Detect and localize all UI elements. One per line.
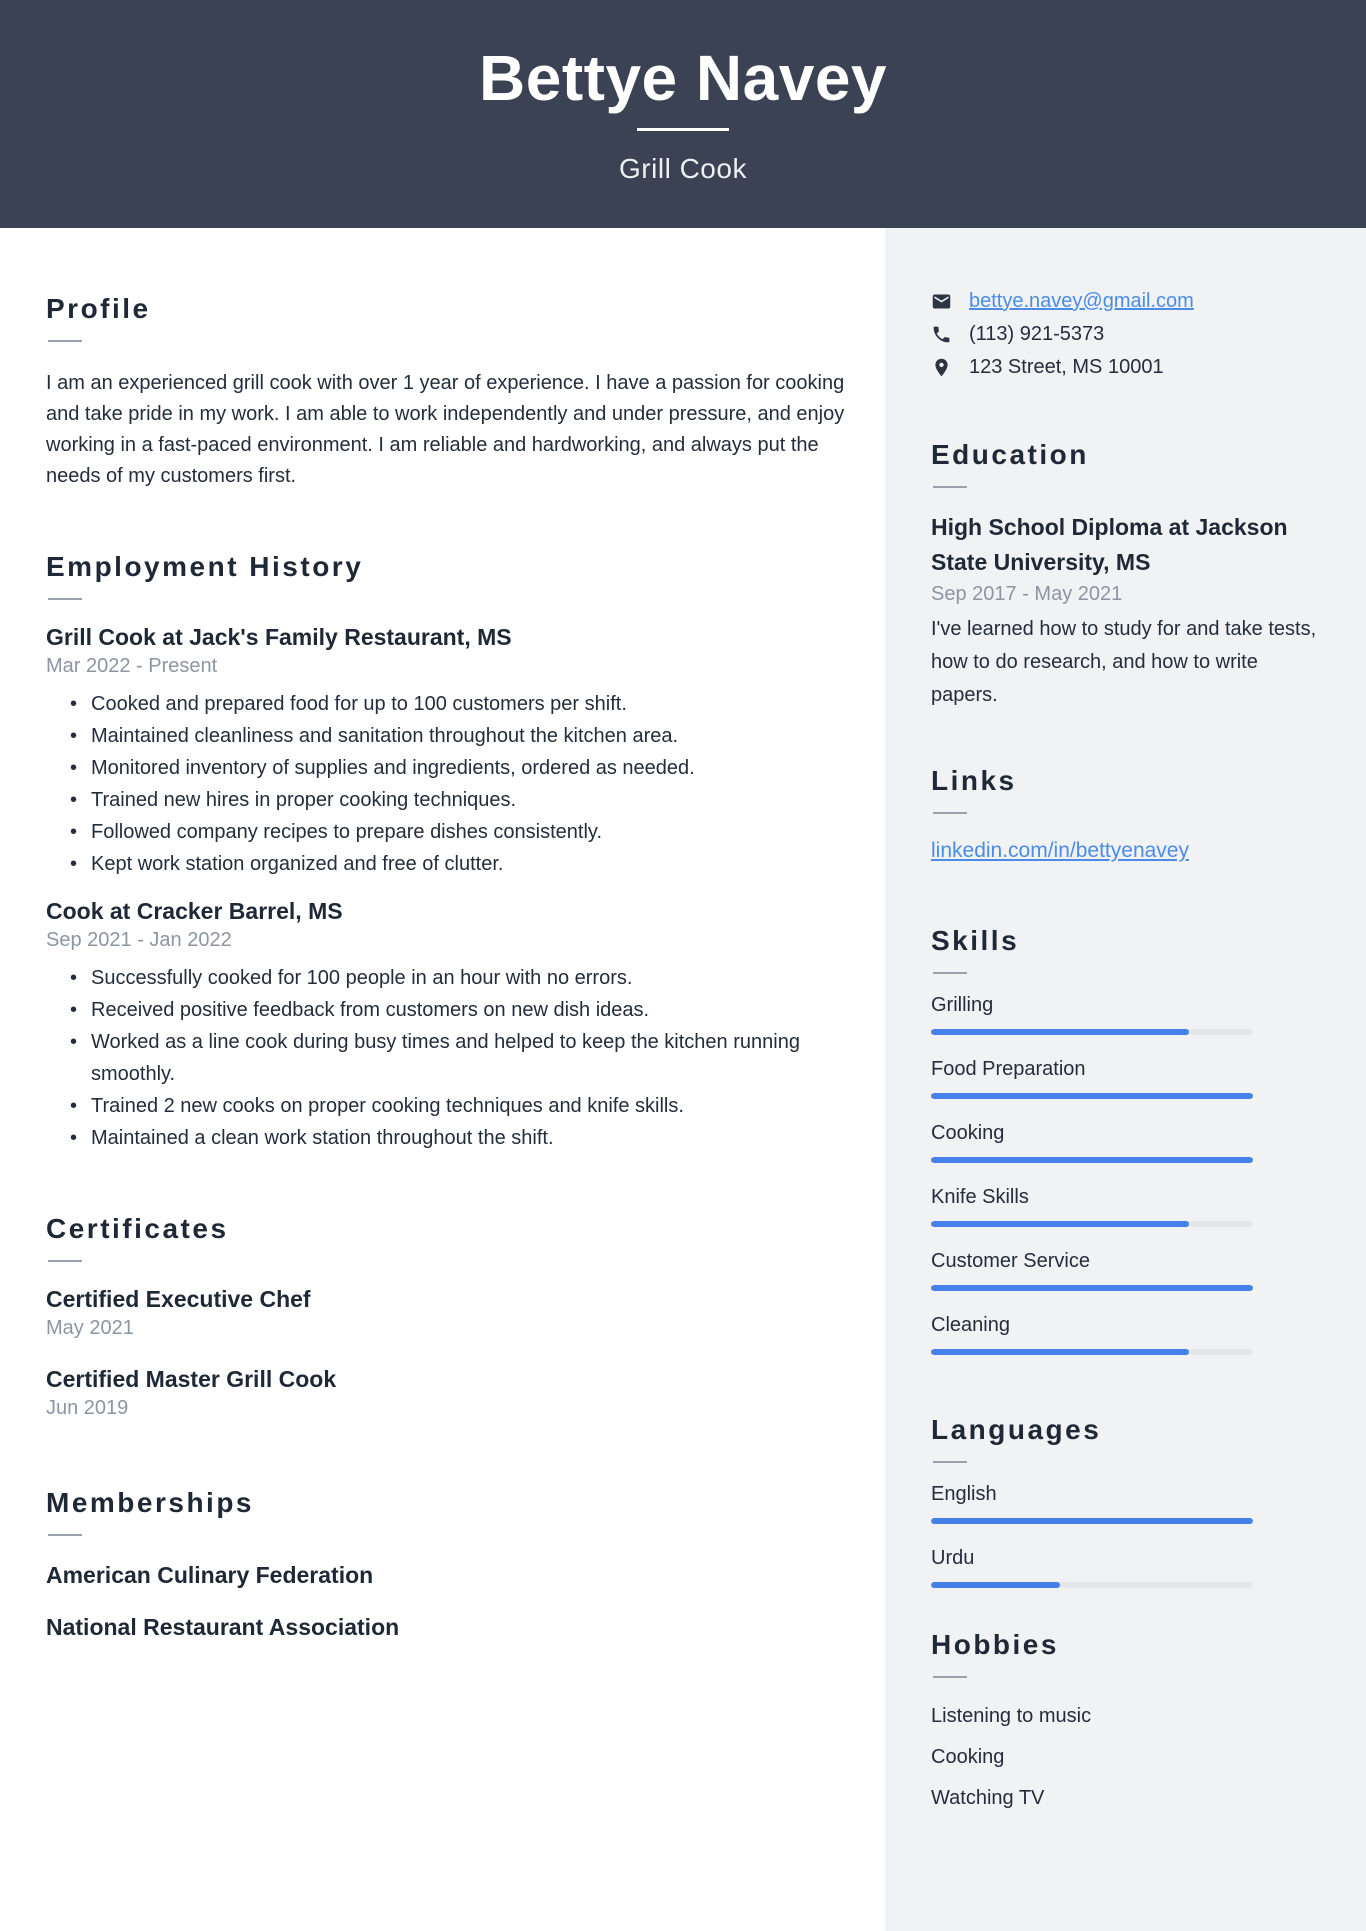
skill-label: Cleaning [931,1314,1010,1336]
job-bullet: • Successfully cooked for 100 people in an hour with no errors. [91,962,856,994]
job-entry-dates: Sep 2021 - Jan 2022 [46,929,232,951]
language-item [931,1479,1321,1524]
job-bullet: • Kept work station organized and free of clutter. [91,848,856,880]
skill-label: Cooking [931,1122,1005,1144]
skills-heading: Skills [931,925,1020,956]
profile-section [46,290,856,492]
education-dates: Sep 2017 - May 2021 [931,583,1123,605]
skill-bar-track [931,1157,1253,1163]
certificate-entry [46,1364,856,1422]
skill-item [931,1054,1321,1099]
section-divider [48,1260,82,1262]
languages-heading: Languages [931,1414,1102,1445]
skill-bar-track [931,1285,1253,1291]
language-bar-track [931,1518,1253,1524]
section-divider [48,1534,82,1536]
language-bar-fill [931,1518,1253,1524]
job-entry [46,896,856,1154]
certificates-section [46,1210,856,1422]
job-bullet: • Cooked and prepared food for up to 100 customers per shift. [91,688,856,720]
skill-bar-fill [931,1285,1253,1291]
location-pin-icon [931,357,952,378]
certificate-entry [46,1284,856,1342]
contact-block [931,290,1321,378]
section-divider [48,340,82,342]
hobbies-section [931,1626,1321,1819]
skill-label: Knife Skills [931,1186,1029,1208]
hobbies-heading: Hobbies [931,1629,1059,1660]
sidebar [885,228,1366,1931]
section-divider [933,1676,967,1678]
job-bullet: • Received positive feedback from customers on new dish ideas. [91,994,856,1026]
section-divider [48,598,82,600]
link-item [931,838,1321,864]
employment-history-heading: Employment History [46,551,364,582]
memberships-heading: Memberships [46,1487,254,1518]
skill-bar-fill [931,1349,1189,1355]
skill-item [931,1246,1321,1291]
job-bullet: • Worked as a line cook during busy times and helped to keep the kitchen running smoothly. [91,1026,856,1090]
skill-bar-track [931,1221,1253,1227]
section-divider [933,486,967,488]
certificate-title: Certified Master Grill Cook [46,1366,337,1392]
employment-history-section [46,548,856,1154]
languages-section [931,1411,1321,1588]
phone-icon [931,324,952,345]
hobby-item: Cooking [931,1746,1005,1768]
envelope-icon [931,291,952,312]
job-entry-title: Grill Cook at Jack's Family Restaurant, MS [46,624,512,650]
links-section [931,762,1321,864]
job-entry-title: Cook at Cracker Barrel, MS [46,898,343,924]
language-label: English [931,1483,997,1505]
skill-item [931,1310,1321,1355]
email-link[interactable]: bettye.navey@gmail.com [969,290,1194,312]
certificate-date: Jun 2019 [46,1397,129,1419]
job-bullet: • Followed company recipes to prepare dishes consistently. [91,816,856,848]
main-column [0,228,885,1931]
language-bar-fill [931,1582,1060,1588]
skill-bar-track [931,1093,1253,1099]
language-bar-track [931,1582,1253,1588]
hobby-item: Listening to music [931,1705,1092,1727]
skill-label: Grilling [931,994,994,1016]
address-text: 123 Street, MS 10001 [969,356,1164,378]
job-bullet-list [46,688,856,880]
job-bullet: • Maintained a clean work station throughout the shift. [91,1122,856,1154]
skill-item [931,1182,1321,1227]
language-item [931,1543,1321,1588]
education-degree: High School Diploma at Jackson State University, MS [931,514,1288,575]
skill-bar-fill [931,1157,1253,1163]
skill-label: Food Preparation [931,1058,1086,1080]
skill-bar-fill [931,1093,1253,1099]
skills-section [931,922,1321,1355]
profile-heading: Profile [46,293,151,324]
job-bullet: • Trained new hires in proper cooking techniques. [91,784,856,816]
skill-bar-fill [931,1221,1189,1227]
section-divider [933,1461,967,1463]
skill-label: Customer Service [931,1250,1090,1272]
section-divider [933,972,967,974]
languages-list [931,1479,1321,1588]
education-section [931,436,1321,712]
skill-bar-track [931,1349,1253,1355]
membership-item: National Restaurant Association [46,1614,400,1640]
phone-number: (113) 921-5373 [969,323,1105,345]
contact-phone-row [931,323,1321,345]
skill-bar-track [931,1029,1253,1035]
hobby-item: Watching TV [931,1787,1045,1809]
name-underline-divider [637,128,729,131]
candidate-name: Bettye Navey [479,41,887,114]
education-description: I've learned how to study for and take tests, how to do research, and how to write papers. [931,618,1317,706]
job-entry-dates: Mar 2022 - Present [46,655,218,677]
links-heading: Links [931,765,1017,796]
job-bullet: • Maintained cleanliness and sanitation throughout the kitchen area. [91,720,856,752]
contact-email-row [931,290,1321,312]
hobbies-list [931,1696,1321,1819]
certificates-heading: Certificates [46,1213,229,1244]
resume-body [0,228,1366,1931]
skill-item [931,1118,1321,1163]
job-bullet-list [46,962,856,1154]
memberships-section [46,1484,856,1642]
job-bullet: • Monitored inventory of supplies and ingredients, ordered as needed. [91,752,856,784]
resume-header [0,0,1366,228]
membership-item: American Culinary Federation [46,1562,374,1588]
skill-item [931,990,1321,1035]
skills-list [931,990,1321,1355]
certificate-date: May 2021 [46,1317,134,1339]
skill-bar-fill [931,1029,1189,1035]
linkedin-link[interactable]: linkedin.com/in/bettyenavey [931,839,1189,862]
education-heading: Education [931,439,1089,470]
job-bullet: • Trained 2 new cooks on proper cooking techniques and knife skills. [91,1090,856,1122]
profile-text: I am an experienced grill cook with over 1 year of experience. I have a passion for cooking and take pride in my work. I am able to work independently and under pressure, and enjoy working in a fast-paced environment. I am reliable and hardworking, and always put the needs of my customers first. [46,372,845,487]
job-title: Grill Cook [619,152,747,184]
section-divider [933,812,967,814]
contact-address-row [931,356,1321,378]
language-label: Urdu [931,1547,975,1569]
job-entry [46,622,856,880]
certificate-title: Certified Executive Chef [46,1286,311,1312]
